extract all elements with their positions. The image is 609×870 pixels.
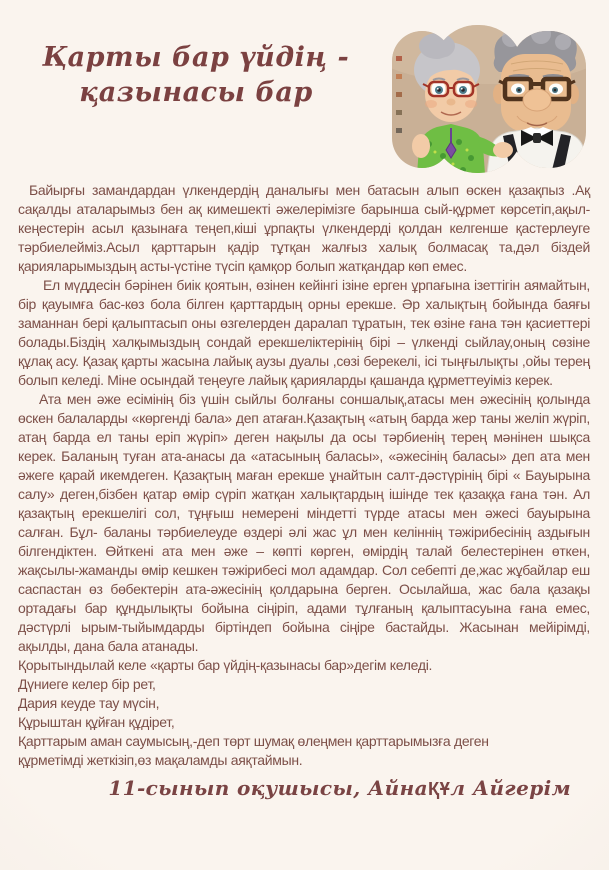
paragraph-2: Ел мүддесін бәрінен биік қоятын, өзінен кейінгі ізіне ерген ұрпағына ізеттігін аямайтын, бір қауымға бас-көз бола білген қарттардың орны ерекше. Әр халықтың бойында баяғы заманнан бері қалыптасып оны өзгелерден даралап тұратын, тек өзіне ғана тән қасиеттері болады.Біздің халқымыздың сондай ерекшеліктерінің бірі – үлкенді сыйлау,оның сөзіне құлақ асу. Қазақ қарты жасына лайық аузы дуалы ,сөзі берекелі, ісі тыңғылықты ,ойы терең болып келеді. Міне осындай теңеуге лайық қарияларды қашанда құрметтеуіміз керек. (18, 277, 590, 388)
title-line-1: Қарты бар үйдің - (42, 42, 350, 73)
closing-line-2: құрметімді жеткізіп,өз мақаламды аяқтаймын. (18, 752, 303, 768)
poem-line-3: Құрыштан құйған құдірет, (18, 714, 175, 730)
article-body (18, 181, 590, 770)
elderly-couple-illustration (391, 24, 587, 174)
page-title (28, 40, 364, 110)
poem-line-2: Дария кеуде тау мүсін, (18, 695, 160, 711)
author-signature (108, 776, 571, 800)
elderly-couple-svg (391, 24, 587, 174)
signature-text-start: 11-сынып оқушысы, Айна (108, 776, 428, 800)
paragraph-1: Байырғы замандардан үлкендердің даналығы мен батасын алып өскен қазақпыз .Ақ сақалды аталарымыз бен ақ кимешекті әжелерімізге барынша сый-құрмет көрсетіп,ақыл-кеңестерін асыл қазынаға теңеп,кіші ұрпақты үлкендерді қолдан келгенше қастерлеуге тәрбиелейміз.Асыл қарттарын қадір тұтқан жалғыз халық болмасақ та,дәл біздей қарияларымыздың асты-үстіне түсіп қамқор болып жатқандар көп емес. (18, 182, 590, 274)
signature-fallback-letters: ҚҰ (427, 778, 451, 799)
signature-text-end: л Айгерім (450, 776, 571, 800)
closing-line-1: Қарттарым аман саумысың,-деп төрт шумақ өлеңмен қарттарымызға деген (18, 733, 489, 749)
poem-line-1: Дүниеге келер бір рет, (18, 676, 156, 692)
paragraph-3: Ата мен әже есімінің біз үшін сыйлы болғаны соншалық,атасы мен әжесінің қолында өскен балаларды «көргенді бала» деп атаған.Қазақтың «атың барда жер таны желіп жүріп, атаң барда ел таны еріп жүріп» деген нақылы да осы тәрбиенің терең мәнінен шықса керек. Баланың туған ата-анасы да «атасының баласы», «әжесінің баласы» деп ата мен әжеге қарай икемдеген. Қазақтың маған ерекше ұнайтын салт-дәстүрінің бірі « Бауырына салу» деген,бізбен қатар өмір сүріп жатқан халықтардың ішінде тек қазаққа ғана тән. Ал қазақтың ерекшелігі сол, тұңғыш немерені міндетті түрде атасы мен әжесі бауырына салған. Бұл- баланы тәрбиелеуде өздері әлі жас ұл мен келіннің тәжірибесінің аздығын білгендіктен. Өйткені ата мен әже – көпті көрген, өмірдің талай белестерінен өткен, жақсылы-жаманды өмір кешкен тәжірибесі мол адамдар. Сол себепті де,жас жұбайлар еш саспастан өз бөбектерін ата-әжесінің қолдарына берген. Осылайша, жас бала қазақы ортадағы бар құндылықты бойына сіңіріп, адами тұлғаның қалыптасуына ғана емес, дәстүрлі ырым-тыйымдарды біртіндеп бойына сіңіре бастайды. Жасынан мейірімді, ақылды, дана бала атанады. (18, 391, 590, 654)
title-line-2: қазынасы бар (79, 77, 313, 108)
conclusion-line: Қорытындылай келе «қарты бар үйдің-қазынасы бар»дегім келеді. (18, 657, 433, 673)
